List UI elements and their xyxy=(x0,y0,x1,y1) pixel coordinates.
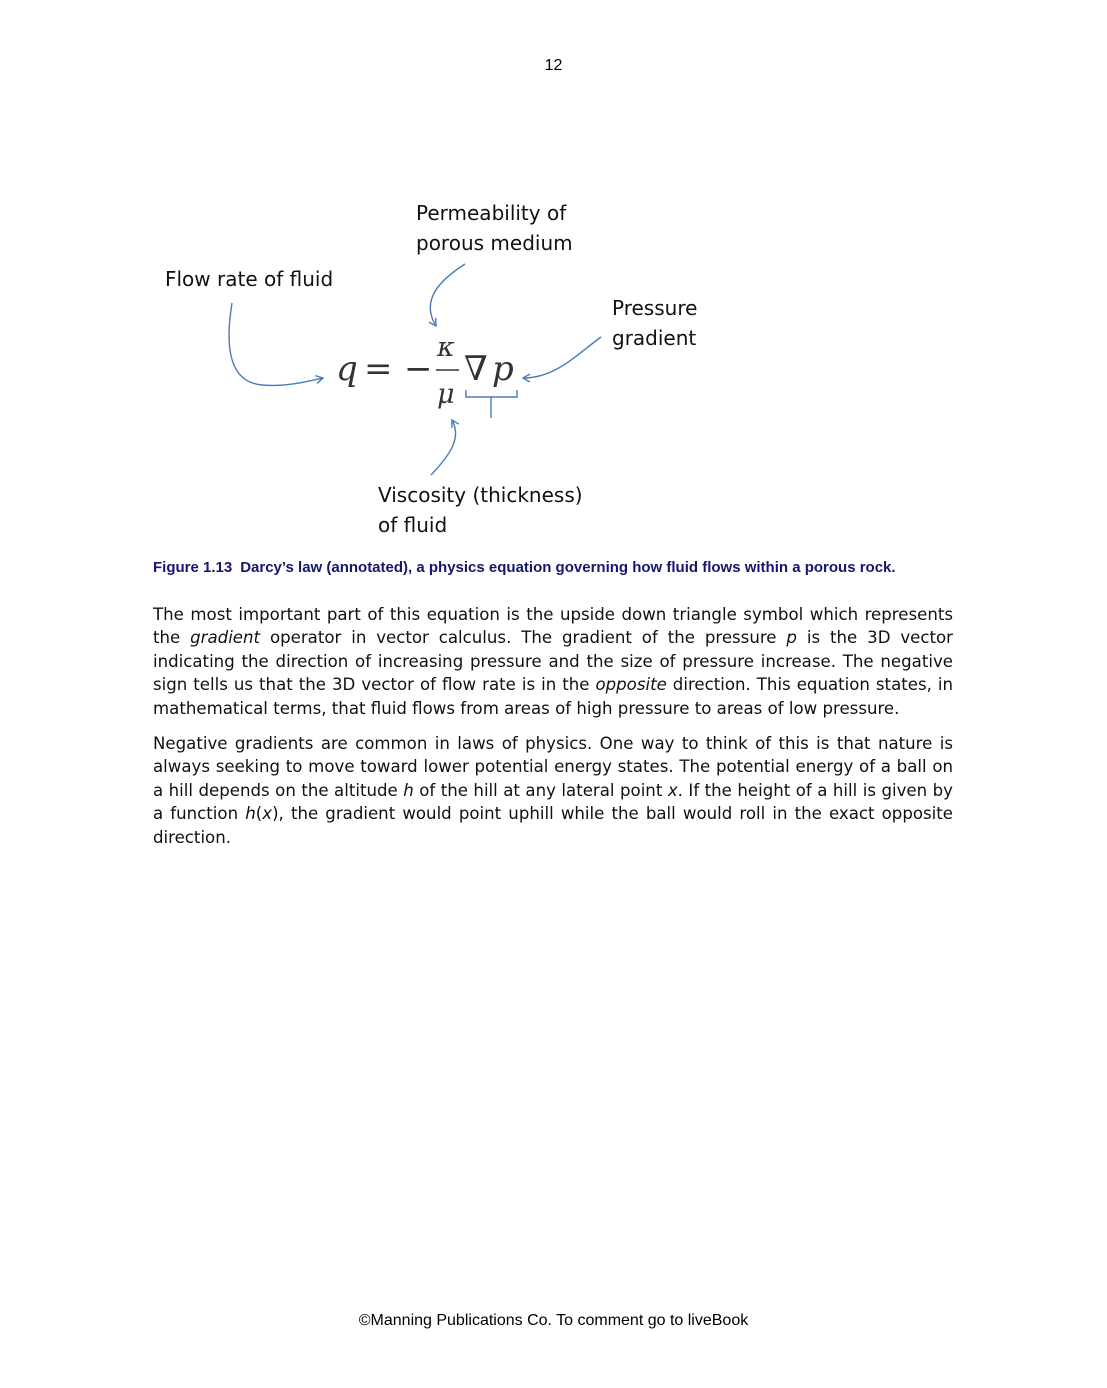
figure-caption xyxy=(153,559,973,576)
text-run: direction. This equation states, in mathematical terms, that fluid flows from areas of high pressure to areas of low pressure. xyxy=(153,675,953,718)
equation-minus: − xyxy=(404,349,433,389)
equation-p: p xyxy=(492,349,514,389)
italic-term: x xyxy=(262,804,273,824)
nabla-p-brace xyxy=(466,390,517,418)
figure-caption-text: Darcy’s law (annotated), a physics equation governing how fluid flows within a porous rock. xyxy=(240,559,896,576)
equation-mu: μ xyxy=(437,379,455,410)
equation-kappa: κ xyxy=(437,332,455,363)
body-paragraph-2 xyxy=(153,732,953,849)
text-run: ), the gradient would point uphill while the ball would roll in the exact opposite direction. xyxy=(153,804,953,847)
flow-rate-label: Flow rate of fluid xyxy=(165,267,334,291)
page-number: 12 xyxy=(544,57,563,74)
italic-term: h xyxy=(245,804,256,824)
darcys-law-figure xyxy=(0,0,1107,560)
text-run: The most important part of this equation is the upside down triangle symbol which represents the xyxy=(153,605,953,648)
italic-term: x xyxy=(667,780,678,800)
footer-copyright: ©Manning Publications Co. To comment go to liveBook xyxy=(358,1312,749,1329)
figure-caption-label: Figure 1.13 xyxy=(153,559,233,576)
text-run: ( xyxy=(255,804,263,824)
equation-nabla: ∇ xyxy=(464,349,488,389)
viscosity-arrow xyxy=(431,420,456,475)
italic-term: p xyxy=(786,628,797,648)
permeability-arrow xyxy=(430,264,465,326)
equation-lhs-q: q xyxy=(336,349,358,389)
italic-term: opposite xyxy=(595,675,667,695)
text-run: of the hill at any lateral point xyxy=(413,780,668,800)
viscosity-label: Viscosity (thickness) of fluid xyxy=(378,483,583,537)
text-run: . If the height of a hill is given by a function xyxy=(153,780,954,824)
italic-term: h xyxy=(403,780,414,800)
pressure-gradient-arrow xyxy=(523,337,601,378)
body-paragraph-1 xyxy=(153,603,953,720)
text-run: is the 3D vector indicating the direction of increasing pressure and the size of pressure increase. The negative sign tells us that the 3D vector of flow rate is in the xyxy=(153,628,953,695)
pressure-gradient-label: Pressure gradient xyxy=(612,296,698,350)
text-run: Negative gradients are common in laws of physics. One way to think of this is that nature is always seeking to move toward lower potential energy states. The potential energy of a ball on a hill depends on the altitude xyxy=(153,734,953,800)
italic-term: gradient xyxy=(190,628,261,648)
text-run: operator in vector calculus. The gradient of the pressure xyxy=(260,628,787,648)
equation-equals: = xyxy=(364,349,393,389)
permeability-label: Permeability of porous medium xyxy=(416,201,573,255)
flow-rate-arrow xyxy=(229,303,323,385)
